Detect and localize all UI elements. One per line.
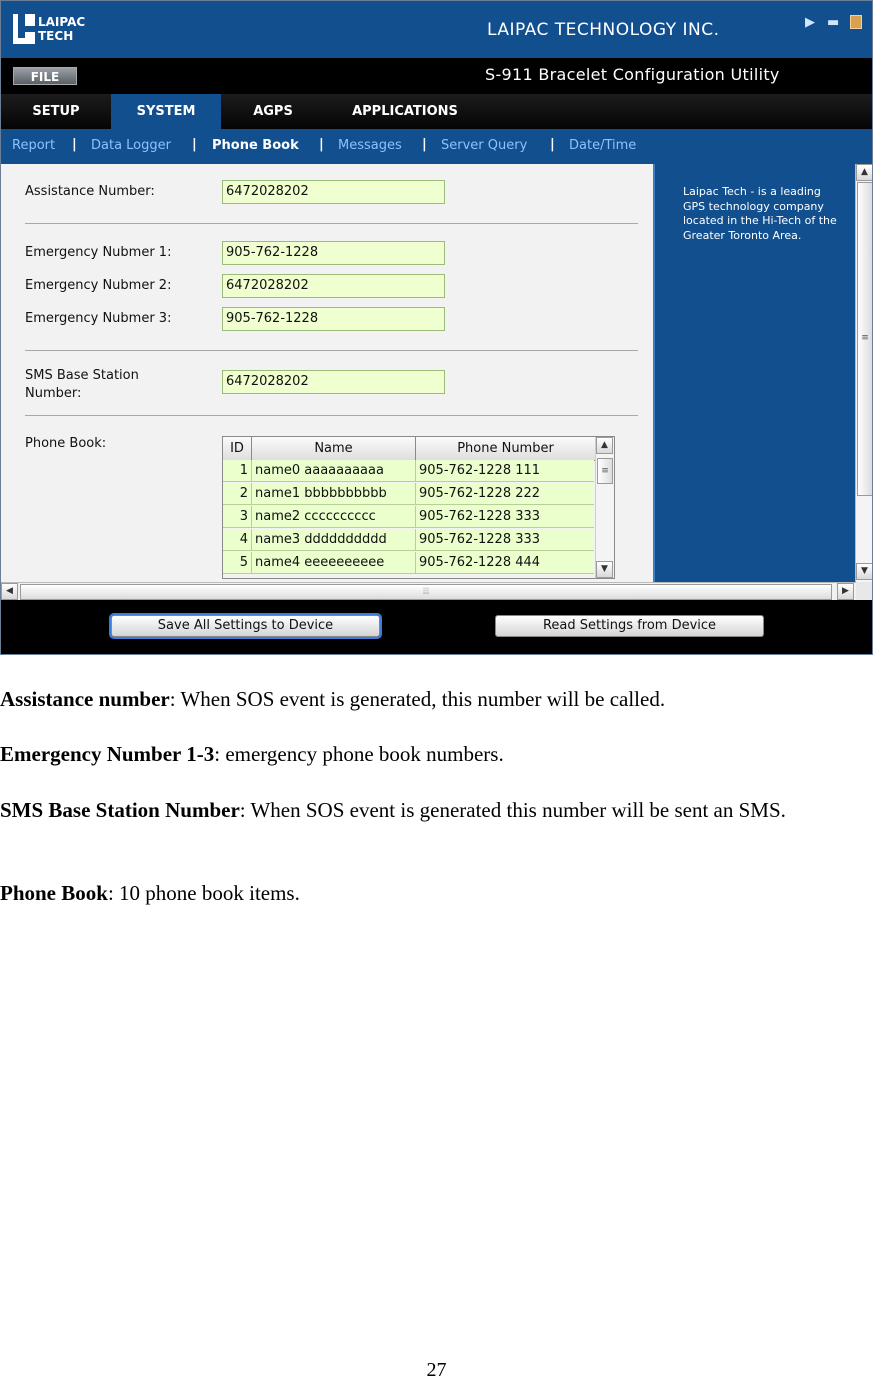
logo-text-line1: LAIPAC — [38, 15, 86, 29]
emergency-number-2-label: Emergency Nubmer 2: — [25, 278, 172, 293]
emergency-number-3-input[interactable]: 905-762-1228 — [222, 307, 445, 331]
cell-id: 5 — [223, 552, 252, 573]
table-row[interactable] — [223, 506, 594, 528]
subnav-separator: | — [192, 137, 197, 152]
window-horizontal-scrollbar[interactable] — [1, 582, 856, 600]
title-bar — [1, 1, 873, 58]
scroll-up-icon[interactable]: ▲ — [596, 437, 613, 454]
scroll-thumb[interactable]: ≡ — [597, 458, 613, 484]
info-panel — [653, 164, 855, 582]
close-icon[interactable] — [850, 15, 862, 29]
arrow-right-icon[interactable]: ▶ — [805, 15, 815, 30]
table-header — [223, 437, 595, 461]
doc-term: SMS Base Station Number — [0, 798, 240, 822]
app-title: S-911 Bracelet Configuration Utility — [485, 65, 780, 84]
subnav-messages[interactable]: Messages — [338, 138, 402, 153]
phone-book-table[interactable] — [222, 436, 615, 579]
cell-phone: 905-762-1228 444 — [419, 555, 541, 570]
company-description — [683, 185, 859, 243]
cell-id: 1 — [223, 460, 252, 481]
subnav-separator: | — [72, 137, 77, 152]
subnav-data-logger[interactable]: Data Logger — [91, 138, 171, 153]
divider — [25, 350, 638, 351]
save-settings-button[interactable]: Save All Settings to Device — [111, 615, 380, 637]
button-bar — [1, 600, 873, 655]
emergency-number-1-label: Emergency Nubmer 1: — [25, 245, 172, 260]
tab-setup[interactable]: SETUP — [32, 104, 80, 119]
subnav-phone-book[interactable]: Phone Book — [212, 138, 299, 153]
cell-phone: 905-762-1228 333 — [419, 532, 541, 547]
subnav-separator: | — [319, 137, 324, 152]
scroll-left-icon[interactable]: ◀ — [1, 583, 18, 600]
sms-base-station-input[interactable]: 6472028202 — [222, 370, 445, 394]
config-utility-window — [0, 0, 873, 655]
file-menu-button[interactable]: FILE — [13, 67, 77, 85]
table-row[interactable] — [223, 529, 594, 551]
doc-paragraph-emergency — [0, 741, 870, 768]
company-name: LAIPAC TECHNOLOGY INC. — [487, 20, 720, 40]
subnav-report[interactable]: Report — [12, 138, 56, 153]
assistance-number-label: Assistance Number: — [25, 184, 155, 199]
cell-name: name1 bbbbbbbbbb — [252, 483, 416, 504]
doc-text: : When SOS event is generated, this number will be called. — [169, 687, 666, 711]
emergency-number-3-label: Emergency Nubmer 3: — [25, 311, 172, 326]
minimize-icon[interactable]: ▬ — [827, 15, 840, 30]
scroll-down-icon[interactable]: ▼ — [596, 561, 613, 578]
table-scrollbar[interactable] — [595, 437, 614, 578]
logo-mark-icon — [13, 14, 35, 44]
scroll-thumb[interactable]: ⦙⦙⦙ — [20, 584, 832, 600]
assistance-number-input[interactable]: 6472028202 — [222, 180, 445, 204]
scroll-corner — [856, 582, 873, 600]
tab-agps[interactable]: AGPS — [253, 104, 293, 119]
cell-name: name2 cccccccccc — [252, 506, 416, 527]
read-settings-button[interactable]: Read Settings from Device — [495, 615, 764, 637]
scroll-thumb[interactable]: ≡ — [857, 182, 873, 496]
cell-phone: 905-762-1228 222 — [419, 486, 541, 501]
doc-text: : emergency phone book numbers. — [214, 742, 504, 766]
description-line: located in the Hi-Tech of the — [683, 214, 837, 227]
cell-name: name0 aaaaaaaaaa — [252, 460, 416, 481]
window-vertical-scrollbar[interactable] — [855, 164, 873, 582]
tab-applications[interactable]: APPLICATIONS — [352, 104, 458, 119]
phone-book-label: Phone Book: — [25, 436, 107, 451]
description-line: Laipac Tech - is a leading — [683, 185, 821, 198]
emergency-number-1-input[interactable]: 905-762-1228 — [222, 241, 445, 265]
column-header-id[interactable]: ID — [223, 437, 252, 460]
column-header-name[interactable]: Name — [252, 437, 416, 460]
cell-id: 2 — [223, 483, 252, 504]
doc-paragraph-sms — [0, 797, 870, 824]
sms-base-station-label-line1: SMS Base Station — [25, 368, 139, 383]
subnav-separator: | — [422, 137, 427, 152]
phone-book-form — [1, 164, 653, 582]
doc-paragraph-assistance — [0, 686, 870, 713]
divider — [25, 415, 638, 416]
doc-paragraph-phone-book — [0, 880, 870, 907]
doc-text: : 10 phone book items. — [107, 881, 300, 905]
main-tabs — [1, 94, 873, 129]
logo-text-line2: TECH — [38, 29, 74, 43]
emergency-number-2-input[interactable]: 6472028202 — [222, 274, 445, 298]
description-line: GPS technology company — [683, 199, 824, 213]
divider — [25, 223, 638, 224]
cell-phone: 905-762-1228 111 — [419, 463, 541, 478]
doc-term: Emergency Number 1-3 — [0, 742, 215, 766]
subnav-separator: | — [550, 137, 555, 152]
scroll-up-icon[interactable]: ▲ — [856, 164, 873, 181]
cell-id: 4 — [223, 529, 252, 550]
doc-text: : When SOS event is generated this number will be sent an SMS. — [239, 798, 786, 822]
description-line: Greater Toronto Area. — [683, 228, 802, 242]
doc-term: Assistance number — [0, 687, 170, 711]
sms-base-station-label-line2: Number: — [25, 386, 82, 401]
table-row[interactable] — [223, 552, 594, 574]
table-row[interactable] — [223, 483, 594, 505]
menu-bar — [1, 58, 873, 94]
laipac-logo — [13, 14, 86, 46]
scroll-right-icon[interactable]: ▶ — [837, 583, 854, 600]
sub-navigation — [1, 129, 873, 164]
page-number: 27 — [426, 1359, 447, 1381]
cell-id: 3 — [223, 506, 252, 527]
subnav-server-query[interactable]: Server Query — [441, 138, 528, 153]
cell-name: name3 dddddddddd — [252, 529, 416, 550]
tab-system[interactable]: SYSTEM — [111, 94, 221, 129]
table-row[interactable] — [223, 460, 594, 482]
scroll-down-icon[interactable]: ▼ — [856, 563, 873, 580]
cell-phone: 905-762-1228 333 — [419, 509, 541, 524]
cell-name: name4 eeeeeeeeee — [252, 552, 416, 573]
column-header-phone[interactable]: Phone Number — [457, 441, 554, 456]
doc-term: Phone Book — [0, 881, 108, 905]
subnav-date-time[interactable]: Date/Time — [569, 138, 637, 153]
